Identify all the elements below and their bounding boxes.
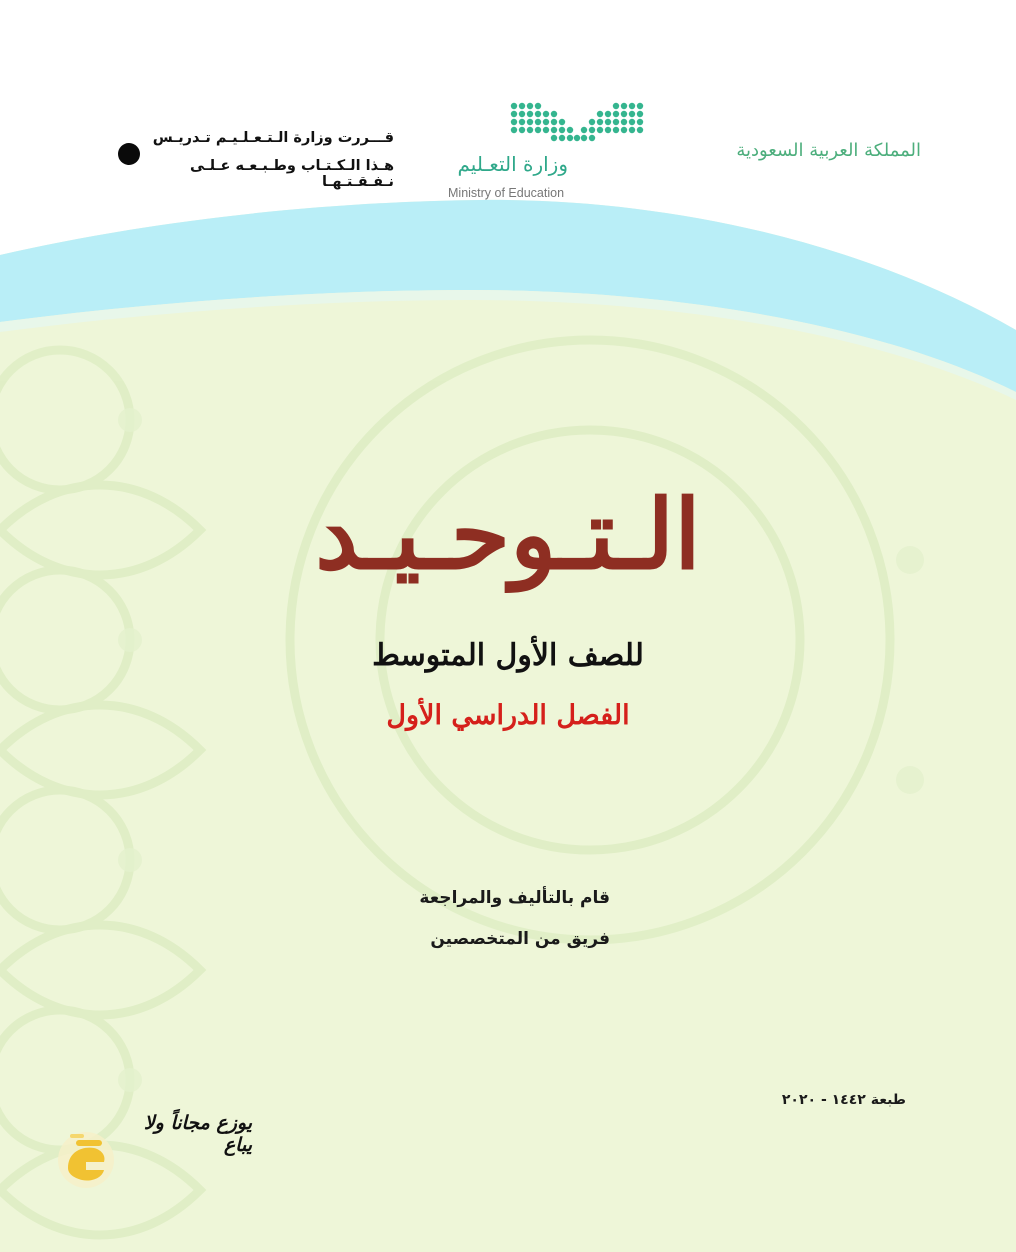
- grade-level: للصف الأول المتوسط: [372, 638, 644, 673]
- decree-line-1: قـــررت وزارة الـتـعـلـيـم تـدريـس: [152, 130, 394, 146]
- bullet-dot-icon: [118, 143, 140, 165]
- authors-line-2: فريق من المتخصصين: [430, 929, 610, 949]
- ministry-name-arabic: وزارة التعـليم: [457, 152, 568, 176]
- free-distribution-note: يوزع مجاناً ولا يباع: [143, 1112, 252, 1156]
- semester-label: الفصل الدراسي الأول: [386, 700, 630, 731]
- ministry-name-english: Ministry of Education: [448, 186, 565, 200]
- edition-label: طبعة ١٤٤٢ - ٢٠٢٠: [781, 1092, 906, 1108]
- kingdom-name: المملكة العربية السعودية: [736, 140, 921, 161]
- decree-line-2: هـذا الـكـتـاب وطـبـعـه عـلـى نـفـقـتـهـا: [190, 158, 394, 190]
- book-title: الـتـوحـيـد: [315, 478, 701, 591]
- authors-line-1: قام بالتأليف والمراجعة: [419, 888, 610, 908]
- distributor-logo-icon: [56, 1128, 116, 1192]
